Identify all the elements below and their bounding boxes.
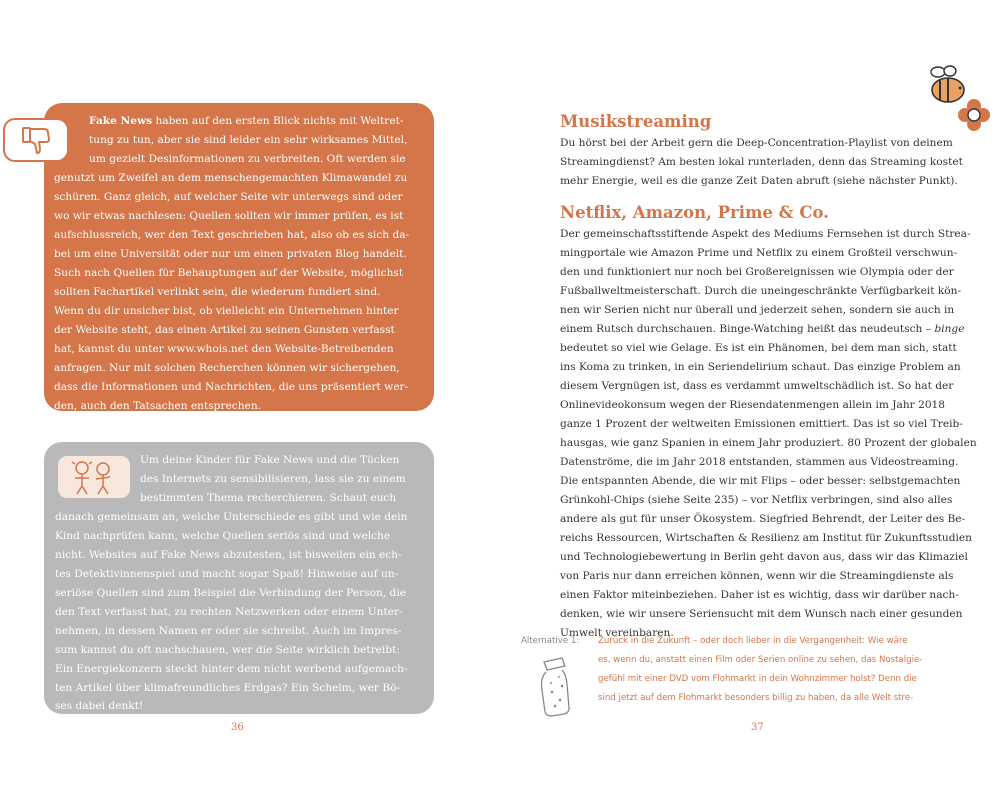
kids-line: Ein Energiekonzern steckt hinter dem nicht werbend aufgemach- bbox=[55, 663, 408, 675]
netflix-line: andere als gut für unser Ökosystem. Siegfried Behrendt, der Leiter des Be- bbox=[560, 513, 966, 525]
netflix-line: reichs Ressourcen, Wirtschaften & Resilienz am Institut für Zukunftsstudien bbox=[560, 532, 973, 544]
alternative-line: es, wenn du, anstatt einen Film oder Serien online zu sehen, das Nostalgie- bbox=[598, 655, 923, 665]
heading-netflix: Netflix, Amazon, Prime & Co. bbox=[560, 203, 829, 222]
kids-line: bestimmten Thema recherchieren. Schaut euch bbox=[140, 492, 397, 504]
jar-illustration-icon bbox=[536, 656, 576, 718]
bee-icon bbox=[931, 66, 964, 102]
kids-illustration bbox=[58, 456, 130, 498]
netflix-line: und Technologiebewertung in Berlin geht davon aus, dass wir das Klimaziel bbox=[560, 551, 968, 563]
kids-line: seriöse Quellen sind zum Beispiel die Verbindung der Person, die bbox=[55, 587, 406, 599]
alternative-line: sind jetzt auf dem Flohmarkt besonders billig zu haben, da alle Welt stre- bbox=[598, 693, 914, 703]
netflix-line: Grünkohl-Chips (siehe Seite 235) – vor Netflix verbringen, sind also alles bbox=[560, 494, 953, 506]
netflix-line: einem Rutsch durchschauen. Binge-Watching heißt das neudeutsch – binge bbox=[560, 323, 965, 335]
bee-flower-illustration bbox=[918, 62, 998, 140]
alternative-line: Zurück in die Zukunft – oder doch lieber in die Vergangenheit: Wie wäre bbox=[598, 636, 908, 646]
netflix-line: Fußballweltmeisterschaft. Durch die uneingeschränkte Verfügbarkeit kön- bbox=[560, 285, 962, 297]
netflix-line: hausgas, wie ganz Spanien in einem Jahr produziert. 80 Prozent der globalen bbox=[560, 437, 977, 449]
fake-news-line: dass die Informationen und Nachrichten, die uns präsentiert wer- bbox=[54, 381, 409, 393]
flower-icon bbox=[958, 99, 990, 131]
fake-news-line: bei um eine Universität oder nur um einen privaten Blog handelt. bbox=[54, 248, 407, 260]
thumbs-down-icon bbox=[20, 126, 54, 156]
netflix-line: denken, wie wir unsere Seriensucht mit dem Wunsch nach einer gesunden bbox=[560, 608, 963, 620]
musik-line: mehr Energie, weil es die ganze Zeit Daten abruft (siehe nächster Punkt). bbox=[560, 175, 958, 187]
fake-news-line: um gezielt Desinformationen zu verbreiten. Oft werden sie bbox=[89, 153, 406, 165]
fake-news-line: genutzt um Zweifel an dem menschengemachten Klimawandel zu bbox=[54, 172, 408, 184]
netflix-line: von Paris nur dann erreichen können, wenn wir die Streamingdienste als bbox=[560, 570, 954, 582]
fake-news-line: der Website steht, das einen Artikel zu seinen Gunsten verfasst bbox=[54, 324, 395, 336]
kids-line: den Text verfasst hat, zu rechten Netzwerken oder einem Unter- bbox=[55, 606, 403, 618]
page-number-left: 36 bbox=[231, 722, 244, 733]
netflix-line: bedeutet so viel wie Gelage. Es ist ein Phänomen, bei dem man sich, statt bbox=[560, 342, 957, 354]
netflix-line: Der gemeinschaftsstiftende Aspekt des Mediums Fernsehen ist durch Strea- bbox=[560, 228, 971, 240]
kids-line: nicht. Websites auf Fake News abzutesten, ist bisweilen ein ech- bbox=[55, 549, 402, 561]
kids-line: Kind nachprüfen kann, welche Quellen seriös sind und welche bbox=[55, 530, 391, 542]
netflix-line: nen wir Serien nicht nur überall und jederzeit sehen, sondern sie auch in bbox=[560, 304, 955, 316]
fake-news-line: aufschlussreich, wer den Text geschrieben hat, also ob es sich da- bbox=[54, 229, 410, 241]
heading-musikstreaming: Musikstreaming bbox=[560, 112, 712, 131]
kids-line: Um deine Kinder für Fake News und die Tücken bbox=[140, 454, 400, 466]
fake-news-info-box bbox=[44, 103, 434, 411]
page-number-right: 37 bbox=[751, 722, 764, 733]
fake-news-line: wo wir etwas nachlesen: Quellen sollten wir immer prüfen, es ist bbox=[54, 210, 404, 222]
netflix-line: Die entspannten Abende, die wir mit Flips – oder besser: selbstgemachten bbox=[560, 475, 961, 487]
kids-line: sum kannst du oft nachschauen, wer die Seite wirklich betreibt: bbox=[55, 644, 400, 656]
kids-line: nehmen, in dessen Namen er oder sie schreibt. Auch im Impres- bbox=[55, 625, 402, 637]
thumbs-down-badge bbox=[3, 118, 69, 162]
musik-line: Streamingdienst? Am besten lokal runterladen, denn das Streaming kostet bbox=[560, 156, 963, 168]
netflix-line: ins Koma zu trinken, in ein Seriendelirium schaut. Das einzige Problem an bbox=[560, 361, 961, 373]
netflix-line: Datenströme, die im Jahr 2018 entstanden, stammen aus Videostreaming. bbox=[560, 456, 959, 468]
fake-news-line: Such nach Quellen für Behauptungen auf der Website, möglichst bbox=[54, 267, 404, 279]
netflix-line: Onlinevideokonsum wegen der Riesendatenmengen allein im Jahr 2018 bbox=[560, 399, 946, 411]
kids-line: des Internets zu sensibilisieren, lass sie zu einem bbox=[140, 473, 406, 485]
fake-news-line: Fake News haben auf den ersten Blick nichts mit Weltret- bbox=[89, 115, 404, 127]
fake-news-line: schüren. Ganz gleich, auf welcher Seite wir unterwegs sind oder bbox=[54, 191, 403, 203]
fake-news-line: tung zu tun, aber sie sind leider ein sehr wirksames Mittel, bbox=[89, 134, 408, 146]
netflix-line: einen Faktor miteinbeziehen. Daher ist es wichtig, dass wir darüber nach- bbox=[560, 589, 959, 601]
fake-news-line: hat, kannst du unter www.whois.net den Website-Betreibenden bbox=[54, 343, 394, 355]
alternative-label: Alternative 1: bbox=[521, 636, 580, 646]
fake-news-lead: Fake News bbox=[89, 115, 153, 127]
fake-news-line: anfragen. Nur mit solchen Recherchen können wir sichergehen, bbox=[54, 362, 400, 374]
kids-line: ses dabei denkt! bbox=[55, 700, 144, 712]
children-icon bbox=[58, 456, 130, 498]
fake-news-text bbox=[44, 103, 434, 411]
musik-line: Du hörst bei der Arbeit gern die Deep-Concentration-Playlist von deinem bbox=[560, 137, 953, 149]
fake-news-line: den, auch den Tatsachen entsprechen. bbox=[54, 400, 262, 412]
netflix-line: Umwelt vereinbaren. bbox=[560, 627, 674, 639]
italic-binge: binge bbox=[934, 323, 965, 335]
fake-news-line: Wenn du dir unsicher bist, ob vielleicht ein Unternehmen hinter bbox=[54, 305, 399, 317]
fake-news-line: sollten Fachartikel verlinkt sein, die wiederum fundiert sind. bbox=[54, 286, 381, 298]
netflix-line: mingportale wie Amazon Prime und Netflix zu einem Großteil verschwun- bbox=[560, 247, 958, 259]
kids-line: danach gemeinsam an, welche Unterschiede es gibt und wie dein bbox=[55, 511, 408, 523]
alternative-line: gefühl mit einer DVD vom Flohmarkt in dein Wohnzimmer holst? Denn die bbox=[598, 674, 917, 684]
netflix-line: den und funktioniert nur noch bei Großereignissen wie Olympia oder der bbox=[560, 266, 954, 278]
netflix-line: ganze 1 Prozent der weltweiten Emissionen emittiert. Das ist so viel Treib- bbox=[560, 418, 963, 430]
netflix-line: diesem Vergnügen ist, dass es verdammt umweltschädlich ist. So hat der bbox=[560, 380, 954, 392]
kids-line: ten Artikel über klimafreundliches Erdgas? Ein Schelm, wer Bö- bbox=[55, 682, 401, 694]
kids-line: tes Detektivinnenspiel und macht sogar Spaß! Hinweise auf un- bbox=[55, 568, 399, 580]
